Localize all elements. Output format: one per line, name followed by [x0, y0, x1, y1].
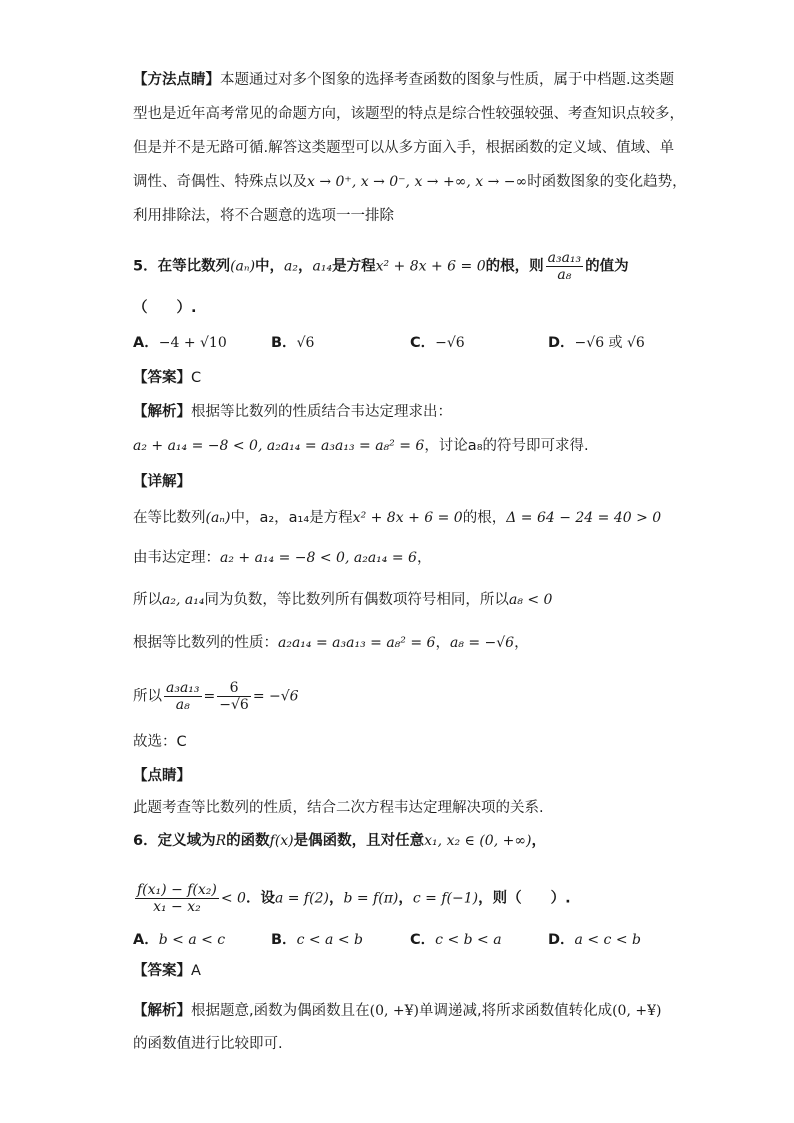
q5-sep: ， [298, 258, 313, 275]
q5-frac-num: a₃a₁₃ [547, 250, 582, 266]
equals: = [203, 688, 216, 705]
q6-stem-c: 是偶函数，且对任意 [293, 833, 425, 849]
answer-value: A [191, 963, 201, 979]
option-value: −4 + √10 [158, 335, 227, 351]
q5-option-a [133, 333, 227, 353]
q6-stem-d: ， [531, 833, 546, 849]
answer-tag: 【答案】 [133, 370, 191, 386]
option-value: −√6 [435, 335, 465, 351]
a-def: a = f(2) [274, 890, 329, 907]
option-label: C． [410, 932, 436, 948]
q5-analysis [133, 402, 452, 422]
detail-text: 由韦达定理： [133, 550, 220, 566]
q5-option-b [271, 333, 314, 353]
q5-detail-1 [133, 508, 661, 528]
property-formula: a₂a₁₄ = a₃a₁₃ = a₈² = 6 [278, 635, 436, 651]
result-fraction-1 [164, 680, 202, 713]
detail-seq: (aₙ) [205, 510, 231, 526]
q5-detail-tag: 【详解】 [133, 474, 191, 490]
tips-line-3: 但是并不是无路可循.解答这类题型可以从多方面入手，根据函数的定义域、值域、单 [133, 140, 675, 156]
q6-ineq: < 0 [220, 890, 246, 907]
q5-number: 5． [133, 258, 158, 275]
analysis-text: 根据题意,函数为偶函数且在 [191, 1003, 370, 1019]
analysis-tail: ，讨论a₈的符号即可求得. [424, 438, 589, 454]
q5-seq: (aₙ) [230, 258, 256, 275]
detail-terms: a₂, a₁₄ [162, 592, 205, 608]
detail-text: 在等比数列 [133, 510, 206, 526]
detail-text: 所以 [133, 592, 162, 608]
q6-option-c [410, 930, 502, 950]
q5-option-c [410, 333, 465, 353]
analysis-tag: 【解析】 [133, 404, 191, 420]
function-fx: f(x) [269, 833, 294, 849]
option-value: b < a < c [158, 932, 226, 948]
detail-text: 中，a₂，a₁₄是方程 [230, 510, 353, 526]
q5-stem-a: 在等比数列 [157, 258, 231, 275]
q5-stem-e: 的值为 [585, 258, 629, 275]
q5-choose: 故选：C [133, 734, 187, 750]
option-value: √6 [296, 335, 315, 351]
b-def: b = f(π) [343, 890, 399, 907]
discriminant: Δ = 64 − 24 = 40 > 0 [506, 510, 662, 526]
analysis-tag: 【解析】 [133, 1003, 191, 1019]
q5-option-d [548, 333, 645, 353]
frac-num: 6 [229, 680, 239, 696]
q5-detail-3 [133, 590, 552, 610]
option-label: A． [133, 932, 159, 948]
option-value: −√6 或 √6 [574, 335, 645, 351]
tips-text-4: 调性、奇偶性、特殊点以及 [133, 174, 307, 190]
tips-line-4 [133, 172, 687, 192]
q6-stem-e: ．设 [245, 890, 275, 907]
answer-tag: 【答案】 [133, 963, 191, 979]
limit-expressions: x → 0⁺, x → 0⁻, x → +∞, x → −∞ [307, 174, 528, 190]
frac-den: x₁ − x₂ [135, 898, 219, 915]
detail-text: ， [514, 635, 529, 651]
q5-equation: x² + 8x + 6 = 0 [375, 258, 486, 275]
frac-num: f(x₁) − f(x₂) [137, 882, 217, 898]
q5-a14: a₁₄ [312, 258, 333, 275]
q5-stem [133, 250, 629, 283]
q5-comment-tag: 【点睛】 [133, 768, 191, 784]
option-value: a < c < b [574, 932, 641, 948]
q6-option-d [548, 930, 641, 950]
q5-comment: 此题考查等比数列的性质，结合二次方程韦达定理解决项的关系. [133, 800, 544, 816]
answer-value: C [191, 370, 202, 386]
option-label: D． [548, 335, 575, 351]
analysis-text: 单调递减,将所求函数值转化成 [418, 1003, 613, 1019]
q5-stem-c: 是方程 [332, 258, 376, 275]
q6-option-b [271, 930, 363, 950]
option-label: A． [133, 335, 159, 351]
detail-text: 同为负数，等比数列所有偶数项符号相同，所以 [204, 592, 509, 608]
q6-vars: x₁, x₂ ∈ (0, +∞) [424, 833, 532, 849]
vieta-formula: a₂ + a₁₄ = −8 < 0, a₂a₁₄ = 6 [220, 550, 417, 566]
domain-R: R [215, 833, 227, 849]
q6-option-a [133, 930, 225, 950]
q6-stem-2: $\frac{\text{f(x₁) − f(x₂)}}{\text{x₁ − x₂}}$ < 0．设a = f(2)，b = f(π)，c = f(−1)，则（ ）. [137, 882, 571, 915]
a8-value: a₈ = −√6 [449, 635, 515, 651]
q5-detail-2 [133, 548, 431, 568]
tips-line-5: 利用排除法，将不合题意的选项一一排除 [133, 208, 394, 224]
tips-line-1 [133, 70, 674, 90]
q5-detail-5 [133, 680, 299, 713]
c-def: c = f(−1) [412, 890, 479, 907]
option-value: c < b < a [435, 932, 502, 948]
q6-stem-f: ，则（ ）. [478, 890, 571, 907]
tips-tail-4: 时函数图象的变化趋势， [527, 174, 687, 190]
option-value: c < a < b [296, 932, 363, 948]
detail-text: ， [416, 550, 432, 566]
q5-stem-d: 的根，则 [485, 258, 544, 275]
detail-text: 的根， [462, 510, 507, 526]
detail-text: 根据等比数列的性质： [133, 635, 278, 651]
q5-detail-4 [133, 633, 529, 653]
q6-number: 6． [133, 833, 158, 849]
q6-answer [133, 961, 201, 981]
q6-fraction [135, 882, 219, 915]
tips-line-2: 型也是近年高考常见的命题方向，该题型的特点是综合性较强较强、考查知识点较多， [133, 106, 684, 122]
frac-num: a₃a₁₃ [166, 680, 200, 696]
q6-stem-b: 的函数 [226, 833, 270, 849]
q5-answer [133, 368, 201, 388]
interval: (0, +¥) [612, 1003, 662, 1019]
q5-stem-b: 中， [255, 258, 285, 275]
q6-stem-a: 定义域为 [157, 833, 216, 849]
analysis-formula: a₂ + a₁₄ = −8 < 0, a₂a₁₄ = a₃a₁₃ = a₈² = 6 [133, 438, 425, 454]
q5-fraction [546, 250, 584, 283]
option-label: C． [410, 335, 436, 351]
frac-den: a₈ [164, 696, 202, 713]
option-label: B． [271, 335, 297, 351]
result-fraction-2 [217, 680, 251, 713]
q6-stem-1 [133, 831, 546, 851]
q6-analysis [133, 1001, 661, 1021]
detail-text: 所以 [133, 688, 162, 705]
detail-equation: x² + 8x + 6 = 0 [352, 510, 463, 526]
result-value: = −√6 [252, 688, 299, 705]
interval: (0, +¥) [369, 1003, 419, 1019]
option-label: B． [271, 932, 297, 948]
detail-inequality: a₈ < 0 [508, 592, 553, 608]
q6-analysis-2: 的函数值进行比较即可. [133, 1036, 283, 1052]
tips-heading: 【方法点睛】 [133, 72, 220, 88]
q5-analysis-formula-line [133, 436, 589, 456]
tips-text-1: 本题通过对多个图象的选择考查函数的图象与性质，属于中档题.这类题 [220, 72, 675, 88]
analysis-text: 根据等比数列的性质结合韦达定理求出： [191, 404, 452, 420]
option-label: D． [548, 932, 575, 948]
frac-den: −√6 [219, 697, 249, 713]
q5-blank: （ ）. [133, 300, 197, 316]
detail-text: ， [435, 635, 450, 651]
q5-a2: a₂ [284, 258, 299, 275]
q5-frac-den: a₈ [546, 266, 584, 283]
